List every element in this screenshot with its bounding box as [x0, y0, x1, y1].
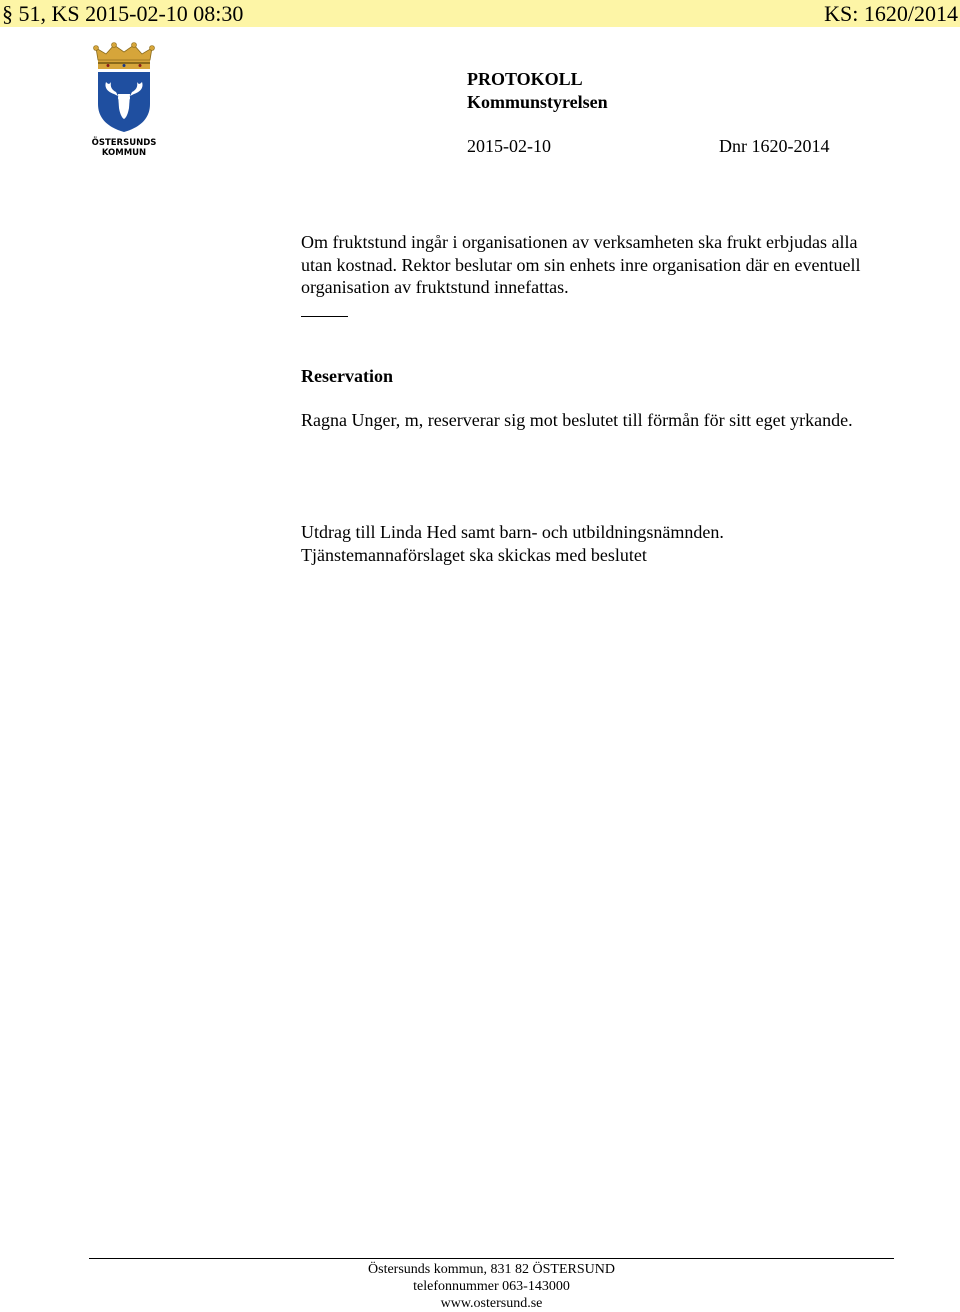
document-date: 2015-02-10 [467, 136, 551, 156]
svg-text:KOMMUN: KOMMUN [101, 148, 147, 158]
svg-text:ÖSTERSUNDS: ÖSTERSUNDS [92, 138, 156, 148]
case-number: KS: 1620/2014 [824, 1, 958, 26]
paragraph-reference: § 51, KS 2015-02-10 08:30 [2, 1, 244, 26]
reservation-heading: Reservation [301, 366, 393, 386]
decision-paragraph: Om fruktstund ingår i organisationen av verksamheten ska frukt erbjudas alla utan kostnad. Rektor beslutar om sin enhets inre organisation där en eventuell organisation av fruktstund innefattas. [301, 232, 861, 297]
footer-address: Östersunds kommun, 831 82 ÖSTERSUND [368, 1262, 615, 1277]
footer-phone: telefonnummer 063-143000 [413, 1279, 570, 1294]
document-header-bar [0, 0, 960, 27]
page-footer [89, 1261, 894, 1312]
ostersund-crest-logo [92, 42, 156, 160]
document-type: PROTOKOLL [467, 69, 583, 89]
footer-divider [89, 1258, 894, 1259]
registration-number: Dnr 1620-2014 [719, 136, 830, 156]
reservation-paragraph: Ragna Unger, m, reserverar sig mot beslutet till förmån för sitt eget yrkande. [301, 410, 853, 430]
organization-name: Kommunstyrelsen [467, 92, 608, 112]
crown-icon [94, 43, 155, 70]
section-divider [301, 316, 348, 317]
footer-website: www.ostersund.se [440, 1296, 543, 1311]
extract-paragraph: Utdrag till Linda Hed samt barn- och utbildningsnämnden. Tjänstemannaförslaget ska skickas med beslutet [301, 522, 724, 565]
